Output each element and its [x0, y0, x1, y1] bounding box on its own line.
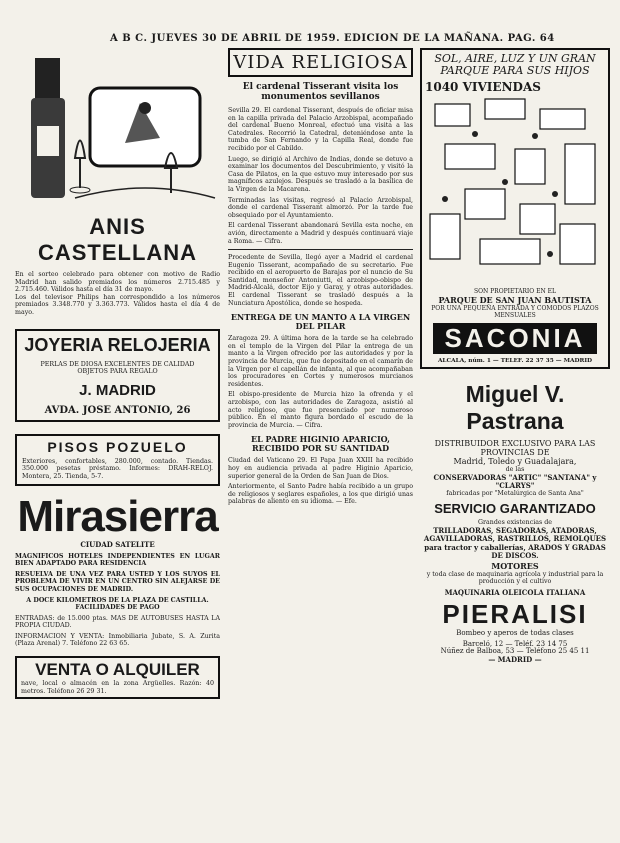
parque-intro: SON PROPIETARIO EN EL	[473, 288, 557, 295]
joyeria-ad	[15, 329, 220, 422]
column-middle	[228, 48, 413, 506]
fabricadas: fabricadas por "Metalúrgica de Santa Ana"	[446, 489, 584, 497]
maquinaria-italiana: MAQUINARIA OLEICOLA ITALIANA	[444, 587, 586, 597]
mirasierra-subtitle: CIUDAD SATELITE	[80, 539, 155, 549]
mirasierra-p4: ENTRADAS: de 15.000 ptas. MAS DE AUTOBUSES HASTA LA PROPIA CIUDAD.	[15, 614, 220, 630]
parque-subtitle: POR UNA PEQUEÑA ENTRADA Y COMODOS PLAZOS MENSUALES	[431, 305, 599, 319]
article-p2: Luego, se dirigió al Archivo de Indias, donde se detuvo a examinar los documentos del Descubrimiento, y visitó la Casa de Pilatos, en la que estuvo muy interesado por sus magníficos azulejos. Después se trasladó a la basílica de la Virgen de la Macarena.	[228, 155, 413, 193]
article-p6: Zaragoza 29. A última hora de la tarde se ha celebrado en el templo de la Virgen del Pilar la entrega de un manto a la Virgen ofrecido por las autoridades y por la provincia de Murcia, que fue depositado en el camarín de la Virgen por el capellán de infanta, al que acompañaban los procuradores en Cortes y numerosos murcianos residentes.	[228, 335, 413, 388]
parque-title: PARQUE DE SAN JUAN BAUTISTA	[438, 295, 592, 305]
article-p3: Terminadas las visitas, regresó al Palacio Arzobispal, donde el cardenal Tisserant almorzó. Por la tarde fue obsequiado por el Ayuntamiento.	[228, 196, 413, 219]
article-p1: Sevilla 29. El cardenal Tisserant, después de oficiar misa en la capilla privada del Palacio Arzobispal, acompañado del cardenal Bueno Monreal, efectuó una visita a las Catedrales. Recorrió la Catedral, deteniéndose ante la tumba de San Fernando y la Capilla Real, donde fue recibido por el Cabildo.	[228, 107, 413, 152]
column-right	[420, 48, 610, 663]
article-p9: Anteriormente, el Santo Padre había recibido a un grupo de religiosos y seglares españoles, a los que dirigió unas palabras de aliento en su idioma. — Efe.	[228, 483, 413, 506]
pastrana-provinces: Madrid, Toledo y Guadalajara,	[453, 457, 577, 466]
anis-title: ANIS CASTELLANA	[37, 214, 198, 265]
saconia-logo	[433, 323, 597, 354]
conservadoras: CONSERVADORAS "ARTIC" "SANTANA" y "CLARYS"	[433, 472, 597, 490]
vida-religiosa-banner	[228, 48, 413, 77]
mirasierra-p1: MAGNIFICOS HOTELES INDEPENDIENTES EN LUGAR BIEN ADAPTADO PARA RESIDENCIA	[15, 552, 220, 568]
pisos-text: Exteriores, confortables, 280.000, contado. Tiendas. 350.000 pesetas préstamo. Informes: DRAH-RELOJ. Montera, 25. Tienda, 5-7.	[22, 457, 213, 480]
joyeria-address: AVDA. JOSE ANTONIO, 26	[44, 404, 191, 416]
article-p7: El obispo-presidente de Murcia hizo la ofrenda y el arzobispo, con las autoridades de Zaragoza, asistió al acto religioso, que fue presenciado por numeroso público. En el manto figura bordado el escudo de la provincia de Murcia. — Cifra.	[228, 391, 413, 429]
saconia-ad	[420, 48, 610, 369]
divider	[228, 249, 413, 250]
mirasierra-title: Mirasierra	[17, 491, 218, 541]
viviendas-label: 1040 VIVIENDAS	[425, 80, 541, 94]
pastrana-title: Miguel V. Pastrana	[465, 381, 565, 434]
servicio-garantizado: SERVICIO GARANTIZADO	[434, 501, 596, 517]
buildings-illustration-icon	[425, 94, 605, 284]
mirasierra-p3: A DOCE KILOMETROS DE LA PLAZA DE CASTILLA. FACILIDADES DE PAGO	[26, 596, 209, 612]
address-2: Núñez de Balboa, 53 — Teléfono 25 45 11	[440, 647, 590, 656]
article-p5: Procedente de Sevilla, llegó ayer a Madrid el cardenal Eugenio Tisserant, acompañado de su secretario. Fue recibido en el aeropuerto de Barajas por el nuncio de Su Santidad, monseñor Antoniutti, el arzobispo-obispo de Madrid-Alcalá, doctor Eijo y Garay, y otras autoridades. El cardenal Tisserant se trasladó después a la Nunciatura Apostólica, donde se hospeda.	[228, 254, 413, 307]
page-header: A B C. JUEVES 30 DE ABRIL DE 1959. EDICION DE LA MAÑANA. PAG. 64	[110, 33, 555, 44]
pastrana-de: de las	[505, 466, 525, 473]
grandes-existencias: Grandes existencias de	[478, 519, 552, 527]
motores: MOTORES	[491, 560, 539, 571]
bombeo: Bombeo y aperos de todas clases	[456, 628, 574, 637]
equipment-list: TRILLADORAS, SEGADORAS, ATADORAS, AGAVILLADORAS, RASTRILLOS, REMOLQUES para tractor y caballerías, ARADOS Y GRADAS DE DISCOS.	[423, 525, 607, 561]
madrid-label: — MADRID —	[488, 654, 542, 664]
joyeria-text: PERLAS DE DIOSA EXCELENTES DE CALIDAD OBJETOS PARA REGALO	[40, 360, 195, 376]
article-p4: El cardenal Tisserant abandonará Sevilla esta noche, en avión, directamente a Madrid y después continuará viaje a Roma. — Cifra.	[228, 222, 413, 245]
pieralisi-title: PIERALISI	[442, 598, 588, 629]
saconia-address: ALCALA, núm. 1 — TELEF. 22 37 35 — MADRID	[437, 358, 593, 364]
anis-text-2: Los del televisor Philips han correspondido a los números premiados 3.348.770 y 3.363.773. Válidos hasta el día 4 de mayo.	[15, 293, 220, 316]
column-left	[15, 48, 220, 699]
sol-title: SOL, AIRE, LUZ Y UN GRAN PARQUE PARA SUS HIJOS	[434, 52, 596, 77]
joyeria-name: J. MADRID	[79, 381, 156, 399]
venta-text: nave, local o almacén en la zona Argüelles. Razón: 40 metros. Teléfono 26 29 31.	[21, 680, 214, 695]
vida-religiosa-title: VIDA RELIGIOSA	[233, 52, 408, 73]
pastrana-text: DISTRIBUIDOR EXCLUSIVO PARA LAS PROVINCIAS DE	[434, 439, 596, 457]
headline-manto: ENTREGA DE UN MANTO A LA VIRGEN DEL PILAR	[230, 312, 411, 332]
saconia-logo-text: SACONIA	[444, 323, 586, 353]
anis-bottle-illustration	[15, 48, 220, 208]
address-1: Barceló, 12 — Teléf. 23 14 75	[462, 639, 568, 648]
venta-ad	[15, 656, 220, 699]
article-p8: Ciudad del Vaticano 29. El Papa Juan XXIII ha recibido hoy en audiencia privada al padre Higinio Aparicio, superior general de la Orden de San Juan de Dios.	[228, 457, 413, 480]
headline-tisserant: El cardenal Tisserant visita los monumentos sevillanos	[242, 82, 399, 102]
anis-bottle-icon	[15, 48, 220, 208]
venta-title: VENTA O ALQUILER	[35, 660, 200, 680]
headline-aparicio: EL PADRE HIGINIO APARICIO, RECIBIDO POR SU SANTIDAD	[251, 434, 390, 454]
joyeria-title: JOYERIA RELOJERIA	[24, 334, 211, 355]
anis-text: En el sorteo celebrado para obtener con motivo de Radio Madrid han salido premiados los números 2.715.485 y 2.715.460. Válidos hasta el día 31 de mayo.	[15, 271, 220, 294]
pisos-title: PISOS POZUELO	[47, 438, 188, 455]
mirasierra-p5: INFORMACION Y VENTA: Inmobiliaria Jubate, S. A. Zurita (Plaza Arenal) 7. Teléfono 22 63 65.	[15, 632, 220, 648]
toda-clase: y toda clase de maquinaria agrícola y industrial para la producción y el cultivo	[426, 570, 604, 586]
mirasierra-p2: RESUELVA DE UNA VEZ PARA USTED Y LOS SUYOS EL PROBLEMA DE VIVIR EN UN CENTRO SIN ALEJARSE DE SUS OCUPACIONES DE MADRID.	[15, 570, 220, 593]
pisos-ad	[15, 434, 220, 486]
